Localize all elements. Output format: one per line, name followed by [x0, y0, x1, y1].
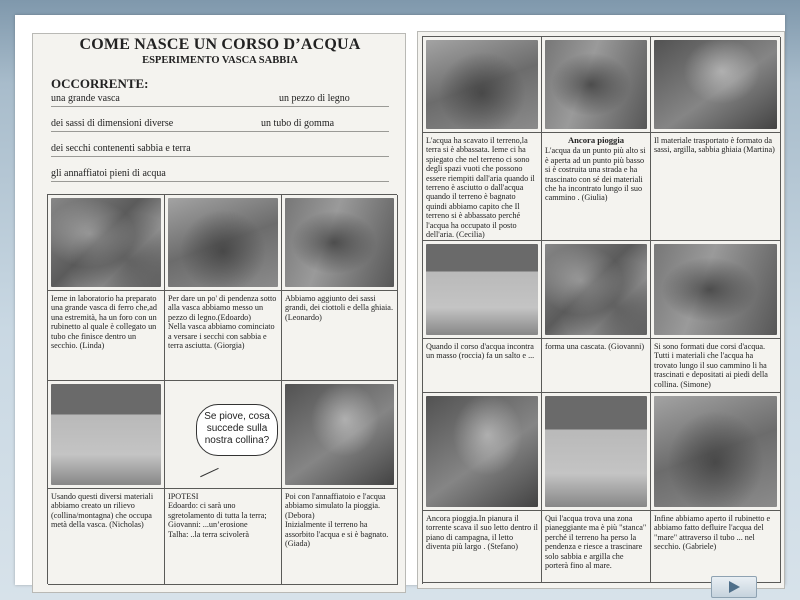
- left-photo-grid: [47, 194, 397, 584]
- caption-cell: Ancora pioggia.In pianura il torrente scava il suo letto dentro il piano di campagna, il letto diventa più largo . (Stefano): [423, 511, 542, 583]
- caption-heading: Ancora pioggia: [567, 135, 625, 145]
- rule-line: [51, 106, 389, 107]
- caption-text: L'acqua da un punto più alto si è aperta ad un punto più basso si è costruita una strada e ha trascinato con sé dei materiali che ha incontrato lungo il suo cammino . (Giulia): [545, 146, 646, 203]
- photo-cell: [651, 37, 781, 133]
- right-photo-grid: [422, 36, 780, 584]
- rule-line: [51, 131, 389, 132]
- photo-cell: [423, 393, 542, 511]
- photo-cell: [651, 241, 781, 339]
- rule-line: [51, 181, 389, 182]
- photo-drain: [654, 396, 777, 507]
- material-item: una grande vasca: [51, 93, 120, 104]
- materials-heading: OCCORRENTE:: [51, 76, 149, 91]
- caption-cell: Il materiale trasportato è formato da sassi, argilla, sabbia ghiaia (Martina): [651, 133, 781, 241]
- photo-rain-1: [426, 40, 538, 129]
- photo-stones: [285, 198, 394, 287]
- photo-flat-zone: [545, 396, 647, 507]
- photo-plain: [426, 396, 538, 507]
- material-item: un pezzo di legno: [279, 93, 350, 104]
- photo-watering-can: [285, 384, 394, 485]
- photo-hill: [51, 384, 161, 485]
- photo-cell: [165, 195, 282, 291]
- photo-rain-2: [545, 40, 647, 129]
- caption-cell: Quando il corso d'acqua incontra un masso (roccia) fa un salto e ...: [423, 339, 542, 393]
- photo-vasca: [51, 198, 161, 287]
- caption-cell: Qui l'acqua trova una zona pianeggiante ma è più "stanca" perché il terreno ha perso la pendenza e riesce a trascinare solo sabbia e argilla che porterà fino al mare.: [542, 511, 651, 583]
- rule-line: [51, 156, 389, 157]
- photo-cell: [542, 241, 651, 339]
- caption-cell: Ieme in laboratorio ha preparato una grande vasca di ferro che,ad una estremità, ha un foro con un rubinetto al quale è collegato un tubo che finisce dentro un secchio. (Linda): [48, 291, 165, 381]
- material-item: dei sassi di dimensioni diverse: [51, 118, 174, 129]
- photo-cell: [423, 37, 542, 133]
- left-document-page: [32, 33, 406, 593]
- photo-waterfall: [545, 244, 647, 335]
- photo-cell: [542, 393, 651, 511]
- caption-cell: Si sono formati due corsi d'acqua. Tutti i materiali che l'acqua ha trovato lungo il suo cammino li ha trascinati e depositati ai piedi della collina. (Simone): [651, 339, 781, 393]
- photo-streams: [654, 244, 777, 335]
- material-item: gli annaffiatoi pieni di acqua: [51, 168, 166, 179]
- photo-cell: [282, 381, 398, 489]
- play-icon: [729, 581, 740, 593]
- caption-cell: forma una cascata. (Giovanni): [542, 339, 651, 393]
- caption-cell: IPOTESI Edoardo: ci sarà uno sgretolamento di tutta la terra; Giovanni: ...un’erosione Talha: ..la terra scivolerà: [165, 489, 282, 585]
- page-title: COME NASCE UN CORSO D’ACQUA: [79, 36, 361, 53]
- caption-cell: Abbiamo aggiunto dei sassi grandi, dei ciottoli e della ghiaia. (Leonardo): [282, 291, 398, 381]
- photo-cell: [542, 37, 651, 133]
- caption-cell: Usando questi diversi materiali abbiamo creato un rilievo (collina/montagna) che occupa metà della vasca. (Nicholas): [48, 489, 165, 585]
- slide: [15, 15, 785, 585]
- photo-cell: [48, 195, 165, 291]
- page-subtitle: ESPERIMENTO VASCA SABBIA: [142, 55, 298, 66]
- photo-rain-3: [654, 40, 777, 129]
- next-slide-button[interactable]: [711, 576, 757, 598]
- photo-pouring-sand: [168, 198, 278, 287]
- caption-cell: [542, 133, 651, 241]
- material-item: un tubo di gomma: [261, 118, 335, 129]
- caption-cell: Per dare un po' di pendenza sotto alla vasca abbiamo messo un pezzo di legno.(Edoardo) Nella vasca abbiamo cominciato a versare i secchi con sabbia e terra asciutta. (Giorgia): [165, 291, 282, 381]
- photo-cell: [651, 393, 781, 511]
- photo-rock: [426, 244, 538, 335]
- caption-cell: Poi con l'annaffiatoio e l'acqua abbiamo simulato la pioggia. (Debora) Inizialmente il terreno ha assorbito l'acqua e si è bagnato. (Giada): [282, 489, 398, 585]
- bubble-cell: [165, 381, 282, 489]
- caption-cell: L'acqua ha scavato il terreno,la terra si è abbassata. Ieme ci ha spiegato che nel terreno ci sono degli spazi vuoti che possono essere riempiti dall'aria quando il terreno è asciutto o dall'acqua quando il terreno è bagnato quindi abbiamo capito che Il terreno si è abbassato perché l'acqua ha occupato il posto dell'aria. (Cecilia): [423, 133, 542, 241]
- caption-cell: Infine abbiamo aperto il rubinetto e abbiamo fatto defluire l'acqua del "mare" attraverso il tubo ... nel secchio. (Gabriele): [651, 511, 781, 583]
- speech-bubble: Se piove, cosa succede sulla nostra collina?: [196, 404, 278, 456]
- material-item: dei secchi contenenti sabbia e terra: [51, 143, 191, 154]
- photo-cell: [48, 381, 165, 489]
- photo-cell: [423, 241, 542, 339]
- right-document-page: [417, 31, 785, 589]
- photo-cell: [282, 195, 398, 291]
